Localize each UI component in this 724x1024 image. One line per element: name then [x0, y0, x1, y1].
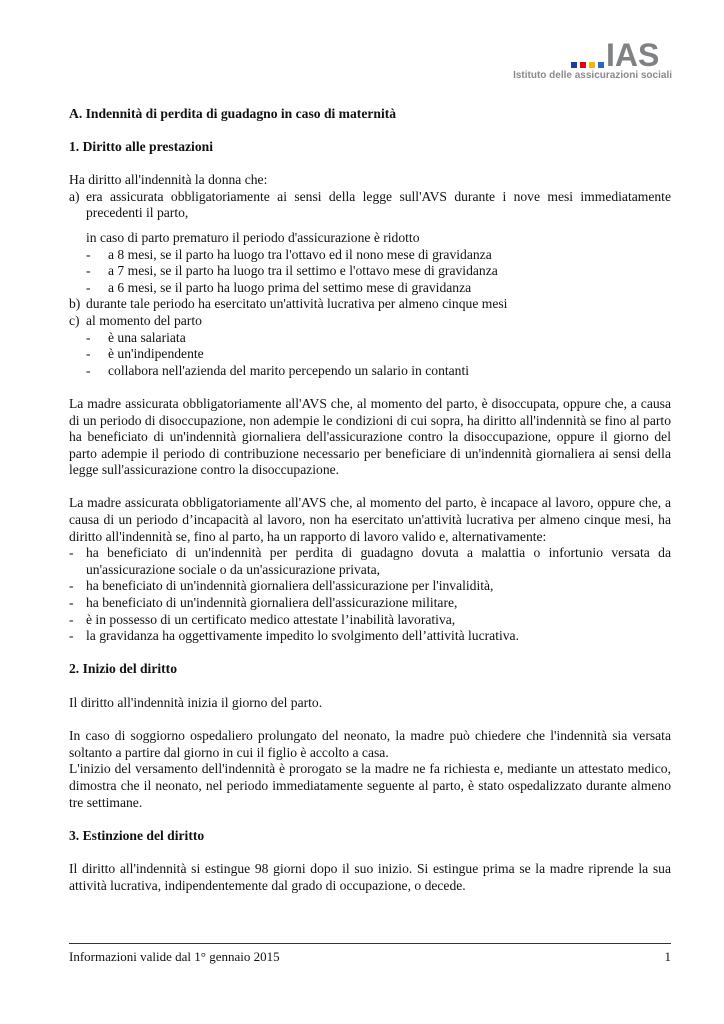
section2-heading: 2. Inizio del diritto [69, 661, 177, 677]
list-item: - a 7 mesi, se il parto ha luogo tra il settimo e l'ottavo mese di gravidanza [69, 263, 671, 280]
list-item: - ha beneficiato di un'indennità giornaliera dell'assicurazione per l'invalidità, [69, 578, 671, 595]
document-title: A. Indennità di perdita di guadagno in caso di maternità [69, 106, 397, 121]
document-body [69, 104, 671, 895]
condition-c-item: è un'indipendente [108, 346, 204, 362]
condition-c-item: collabora nell'azienda del marito percependo un salario in contanti [108, 362, 470, 378]
condition-a-note: in caso di parto prematuro il periodo d'assicurazione è ridotto [86, 229, 420, 245]
condition-a-item: a 8 mesi, se il parto ha luogo tra l'ottavo ed il nono mese di gravidanza [108, 246, 492, 262]
section2-para2: In caso di soggiorno ospedaliero prolungato del neonato, la madre può chiedere che l'indennità sia versata soltanto a partire dal giorno in cui il figlio è accolto a casa. [69, 728, 671, 760]
section1-heading: 1. Diritto alle prestazioni [69, 138, 213, 154]
condition-a-item: a 6 mesi, se il parto ha luogo prima del settimo mese di gravidanza [108, 279, 472, 295]
condition-a-marker: a) [69, 188, 80, 204]
list-item: - ha beneficiato di un'indennità giornaliera dell'assicurazione militare, [69, 595, 671, 612]
list-item: - a 8 mesi, se il parto ha luogo tra l'ottavo ed il nono mese di gravidanza [69, 247, 671, 264]
condition-b-text: durante tale periodo ha esercitato un'attività lucrativa per almeno cinque mesi [86, 296, 508, 312]
section3-para1: Il diritto all'indennità si estingue 98 giorni dopo il suo inizio. Si estingue prima se la madre riprende la sua attività lucrativa, indipendentemente dal grado di occupazione, o decede. [69, 861, 671, 893]
section3-heading: 3. Estinzione del diritto [69, 827, 205, 843]
incapacity-item: è in possesso di un certificato medico attestate l’inabilità lavorativa, [86, 611, 456, 627]
condition-a-item: a 7 mesi, se il parto ha luogo tra il settimo e l'ottavo mese di gravidanza [108, 263, 498, 279]
incapacity-item: ha beneficiato di un'indennità giornaliera dell'assicurazione militare, [86, 595, 458, 611]
logo-square-blue [571, 62, 577, 68]
incapacity-paragraph: La madre assicurata obbligatoriamente all'AVS che, al momento del parto, è incapace al lavoro, oppure che, a causa di un periodo d’incapacità al lavoro, non ha esercitato un'attività lucrativa per almeno cinque mesi, ha diritto all'indennità se, fino al parto, ha un rapporto di lavoro valido e, alternativamente: [69, 495, 671, 544]
logo-subtitle: Istituto delle assicurazioni sociali [513, 70, 672, 81]
condition-b [69, 296, 671, 313]
list-item: - è una salariata [69, 330, 671, 347]
page-number: 1 [664, 949, 671, 964]
condition-c [69, 313, 671, 330]
condition-c-item: è una salariata [108, 329, 186, 345]
list-item: - la gravidanza ha oggettivamente impedito lo svolgimento dell’attività lucrativa. [69, 628, 671, 645]
footer-validity: Informazioni valide dal 1° gennaio 2015 [69, 949, 280, 964]
list-item: - è in possesso di un certificato medico attestate l’inabilità lavorativa, [69, 612, 671, 629]
condition-c-text: al momento del parto [86, 312, 202, 328]
unemployed-paragraph: La madre assicurata obbligatoriamente all'AVS che, al momento del parto, è disoccupata, oppure che, a causa di un periodo di disoccupazione, non adempie le condizioni di cui sopra, ha diritto all'indennità se fino al parto ha beneficiato di un'indennità giornaliera dell'assicurazione contro la disoccupazione, oppure il giorno del parto adempie il periodo di contribuzione necessario per beneficiare di un'indennità giornaliera ai sensi della legge sull'assicurazione contro la disoccupazione. [69, 395, 671, 478]
incapacity-item: ha beneficiato di un'indennità giornaliera dell'assicurazione per l'invalidità, [86, 578, 494, 594]
list-item: - ha beneficiato di un'indennità per perdita di guadagno dovuta a malattia o infortunio versata da un'assicurazione sociale o da un'assicurazione privata, [69, 545, 671, 577]
condition-a-text: era assicurata obbligatoriamente ai sensi della legge sull'AVS durante i nove mesi immediatamente precedenti il parto, [86, 188, 671, 221]
list-item: - è un'indipendente [69, 346, 671, 363]
list-item: - a 6 mesi, se il parto ha luogo prima del settimo mese di gravidanza [69, 280, 671, 297]
section2-para1: Il diritto all'indennità inizia il giorno del parto. [69, 695, 323, 710]
list-item: - collabora nell'azienda del marito percependo un salario in contanti [69, 363, 671, 380]
section1-intro: Ha diritto all'indennità la donna che: [69, 172, 268, 188]
logo-mark: IAS [606, 37, 660, 73]
condition-c-marker: c) [69, 312, 80, 328]
condition-a [69, 189, 671, 222]
incapacity-item: la gravidanza ha oggettivamente impedito lo svolgimento dell’attività lucrativa. [86, 628, 519, 644]
logo-square-yellow [589, 62, 595, 68]
condition-b-marker: b) [69, 296, 81, 312]
section2-para3: L'inizio del versamento dell'indennità è prorogato se la madre ne fa richiesta e, mediante un attestato medico, dimostra che il neonato, nel periodo immediatamente seguente al parto, è stato ospedalizzato durante almeno tre settimane. [69, 761, 671, 810]
logo-square-blue2 [598, 62, 604, 68]
footer-divider [69, 943, 671, 944]
logo-square-red [580, 62, 586, 68]
incapacity-item: ha beneficiato di un'indennità per perdita di guadagno dovuta a malattia o infortunio versata da un'assicurazione sociale o da un'assicurazione privata, [86, 545, 671, 577]
